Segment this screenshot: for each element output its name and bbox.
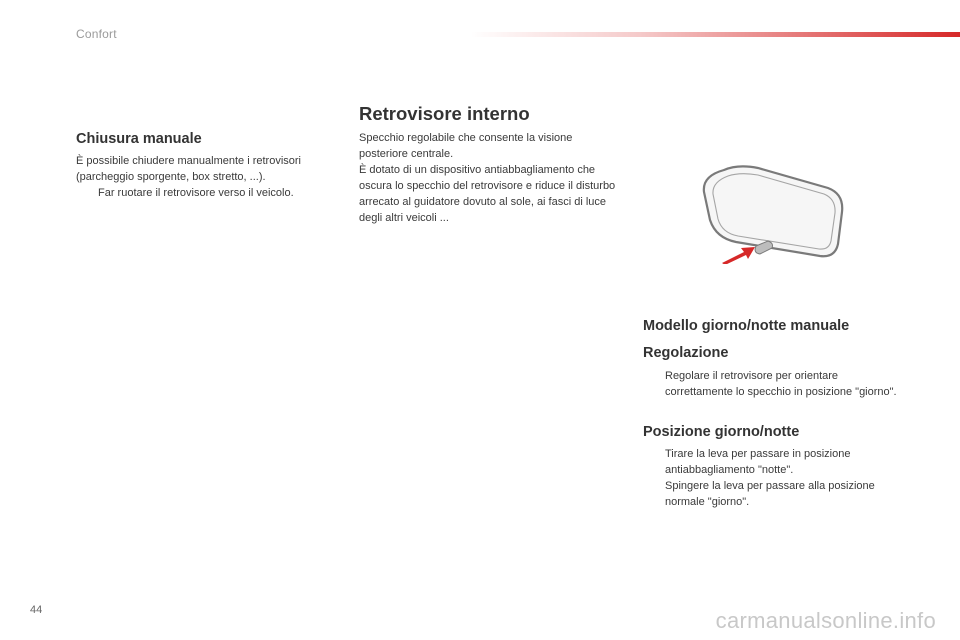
modello-giorno-notte-heading: Modello giorno/notte manuale [643,318,850,334]
bullet-text: Spingere la leva per passare alla posizione normale "giorno". [665,480,875,508]
retrovisore-interno-text-1: Specchio regolabile che consente la visione posteriore centrale. [359,132,573,160]
chiusura-manuale-section [76,153,338,201]
chiusura-manuale-heading: Chiusura manuale [76,131,202,147]
bullet-item [643,368,905,400]
posizione-section [643,446,905,510]
watermark-text: carmanualsonline.info [715,608,936,633]
bullet-text: Far ruotare il retrovisore verso il veicolo. [98,187,294,199]
chiusura-manuale-text: È possibile chiudere manualmente i retrovisori (parcheggio sporgente, box stretto, ...). [76,155,301,183]
rearview-mirror-icon [698,162,848,264]
bullet-text: Regolare il retrovisore per orientare correttamente lo specchio in posizione "giorno". [665,370,897,398]
bullet-item [643,446,905,478]
retrovisore-interno-section [359,130,621,226]
bullet-item [643,478,905,510]
header-accent-bar [470,32,960,37]
red-arrow-icon [722,247,755,264]
section-label: Confort [76,27,117,41]
regolazione-heading: Regolazione [643,345,729,361]
regolazione-section [643,368,905,400]
retrovisore-interno-text-2: È dotato di un dispositivo antiabbagliamento che oscura lo specchio del retrovisore e riduce il disturbo arrecato al guidatore dovuto al sole, ai fasci di luce degli altri veicoli ... [359,164,616,224]
bullet-item [76,185,338,201]
bullet-text: Tirare la leva per passare in posizione antiabbagliamento "notte". [665,448,851,476]
posizione-giorno-notte-heading: Posizione giorno/notte [643,424,800,440]
page-number: 44 [30,604,43,616]
retrovisore-interno-heading: Retrovisore interno [359,103,530,124]
